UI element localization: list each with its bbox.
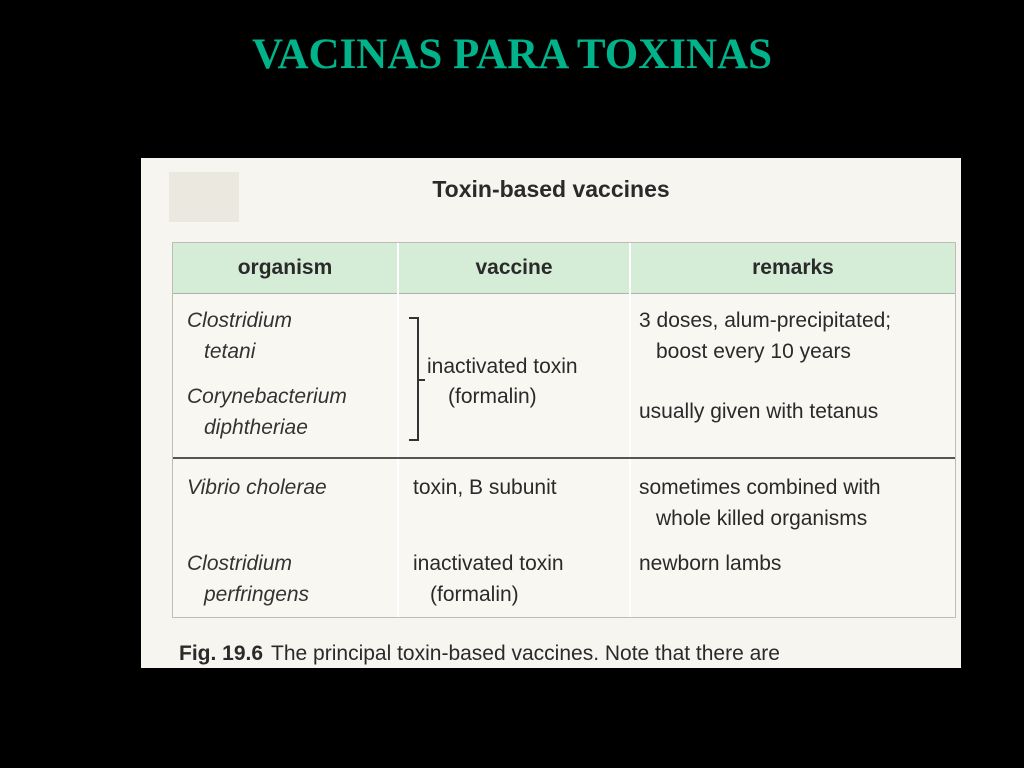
grouping-bracket [409,317,419,441]
remarks-text: 3 doses, alum-precipitated; [639,309,892,332]
organism-name: Corynebacterium [187,385,347,408]
figure-label: Fig. 19.6 [179,642,264,665]
slide-title: VACINAS PARA TOXINAS [251,31,773,78]
table-title: Toxin-based vaccines [432,176,670,202]
scanned-figure [141,158,961,668]
header-organism: organism [237,256,333,279]
vaccine-text: toxin, B subunit [413,476,557,499]
grouping-bracket-tick [419,379,425,381]
column-divider [629,243,631,617]
header-vaccine: vaccine [475,256,553,279]
table-header-row [173,243,955,294]
organism-name: diphtheriae [204,416,308,439]
remarks-text: whole killed organisms [656,507,868,530]
remarks-text: usually given with tetanus [639,400,879,423]
row-group-divider [173,457,955,459]
organism-name: perfringens [204,583,310,606]
vaccine-text: inactivated toxin [413,552,564,575]
vaccine-text: inactivated toxin [427,355,578,378]
organism-name: Vibrio cholerae [187,476,327,499]
organism-name: tetani [204,340,256,363]
column-divider [397,243,399,617]
figure-caption [179,642,780,666]
organism-name: Clostridium [187,552,293,575]
organism-name: Clostridium [187,309,293,332]
vaccine-text: (formalin) [448,385,537,408]
remarks-text: sometimes combined with [639,476,881,499]
remarks-text: newborn lambs [639,552,782,575]
remarks-text: boost every 10 years [656,340,851,363]
vaccine-text: (formalin) [430,583,519,606]
vaccine-table [172,242,956,618]
header-remarks: remarks [752,256,834,279]
figure-caption-text: The principal toxin-based vaccines. Note that there are [271,642,780,665]
